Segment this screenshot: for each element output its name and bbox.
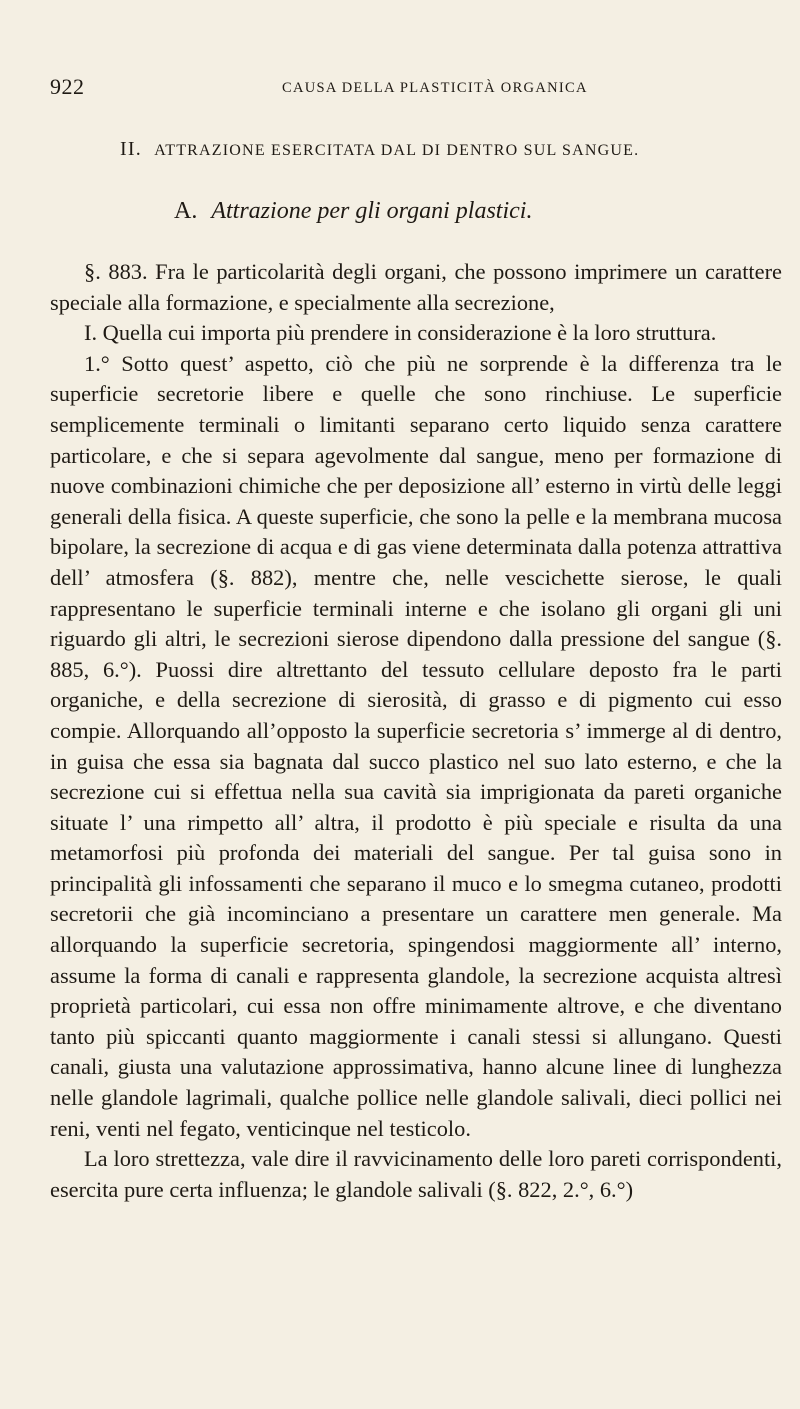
running-head — [50, 74, 770, 104]
section-number: II. — [120, 138, 142, 160]
paragraph: La loro strettezza, vale dire il ravvicinamento delle loro pareti corrispondenti, esercita pure certa influenza; le glandole salivali (§. 822, 2.°, 6.°) — [50, 1146, 782, 1202]
subsection-heading — [174, 198, 532, 225]
running-title: CAUSA DELLA PLASTICITÀ ORGANICA — [282, 80, 588, 96]
page-number: 922 — [50, 74, 85, 99]
subsection-letter: A. — [174, 198, 198, 224]
paragraph: 1.° Sotto quest’ aspetto, ciò che più ne sorprende è la differenza tra le superficie secretorie libere e quelle che sono rinchiuse. Le superficie semplicemente terminali o limitanti separano certo liquido senza carattere particolare, e che si separa agevolmente dal sangue, meno per formazione di nuove combinazioni chimiche che per deposizione all’ esterno in virtù delle leggi generali della fisica. A queste superficie, che sono la pelle e la membrana mucosa bipolare, la secrezione di acqua e di gas viene determinata dalla potenza attrattiva dell’ atmosfera (§. 882), mentre che, nelle vescichette sierose, le quali rappresentano le superficie terminali interne e che isolano gli organi gli uni riguardo gli altri, le secrezioni sierose dipendono dalla pressione del sangue (§. 885, 6.°). Puossi dire altrettanto del tessuto cellulare deposto fra le parti organiche, e della secrezione di sierosità, di grasso e di pigmento cui esso compie. Allorquando all’opposto la superficie secretoria s’ immerge al di dentro, in guisa che essa sia bagnata dal succo plastico nel suo lato esterno, e che la secrezione cui si effettua nella sua cavità sia imprigionata da pareti organiche situate l’ una rimpetto all’ altra, il prodotto è più speciale e risulta da una metamorfosi più profonda dei materiali del sangue. Per tal guisa sono in principalità gli infossamenti che separano il muco e lo smegma cutaneo, prodotti secretorii che già incominciano a presentare un carattere men generale. Ma allorquando la superficie secretoria, spingendosi maggiormente all’ interno, assume la forma di canali e rappresenta glandole, la secrezione acquista altresì proprietà particolari, cui essa non offre minimamente altrove, e che diventano tanto più spiccanti quanto maggiormente i canali stessi si allungano. Questi canali, giusta una valutazione approssimativa, hanno alcune linee di lunghezza nelle glandole lagrimali, qualche pollice nelle glandole salivali, dieci pollici nei reni, venti nel fegato, venticinque nel testicolo. — [50, 350, 782, 1141]
section-heading — [120, 138, 780, 161]
section-title: ATTRAZIONE ESERCITATA DAL DI DENTRO SUL SANGUE. — [154, 142, 640, 159]
paragraph: I. Quella cui importa più prendere in considerazione è la loro struttura. — [84, 320, 717, 346]
paragraph: §. 883. Fra le particolarità degli organi, che possono imprimere un carattere speciale alla formazione, e specialmente alla secrezione, — [50, 259, 782, 315]
subsection-title: Attrazione per gli organi plastici. — [211, 198, 533, 224]
body-text — [50, 257, 782, 1205]
